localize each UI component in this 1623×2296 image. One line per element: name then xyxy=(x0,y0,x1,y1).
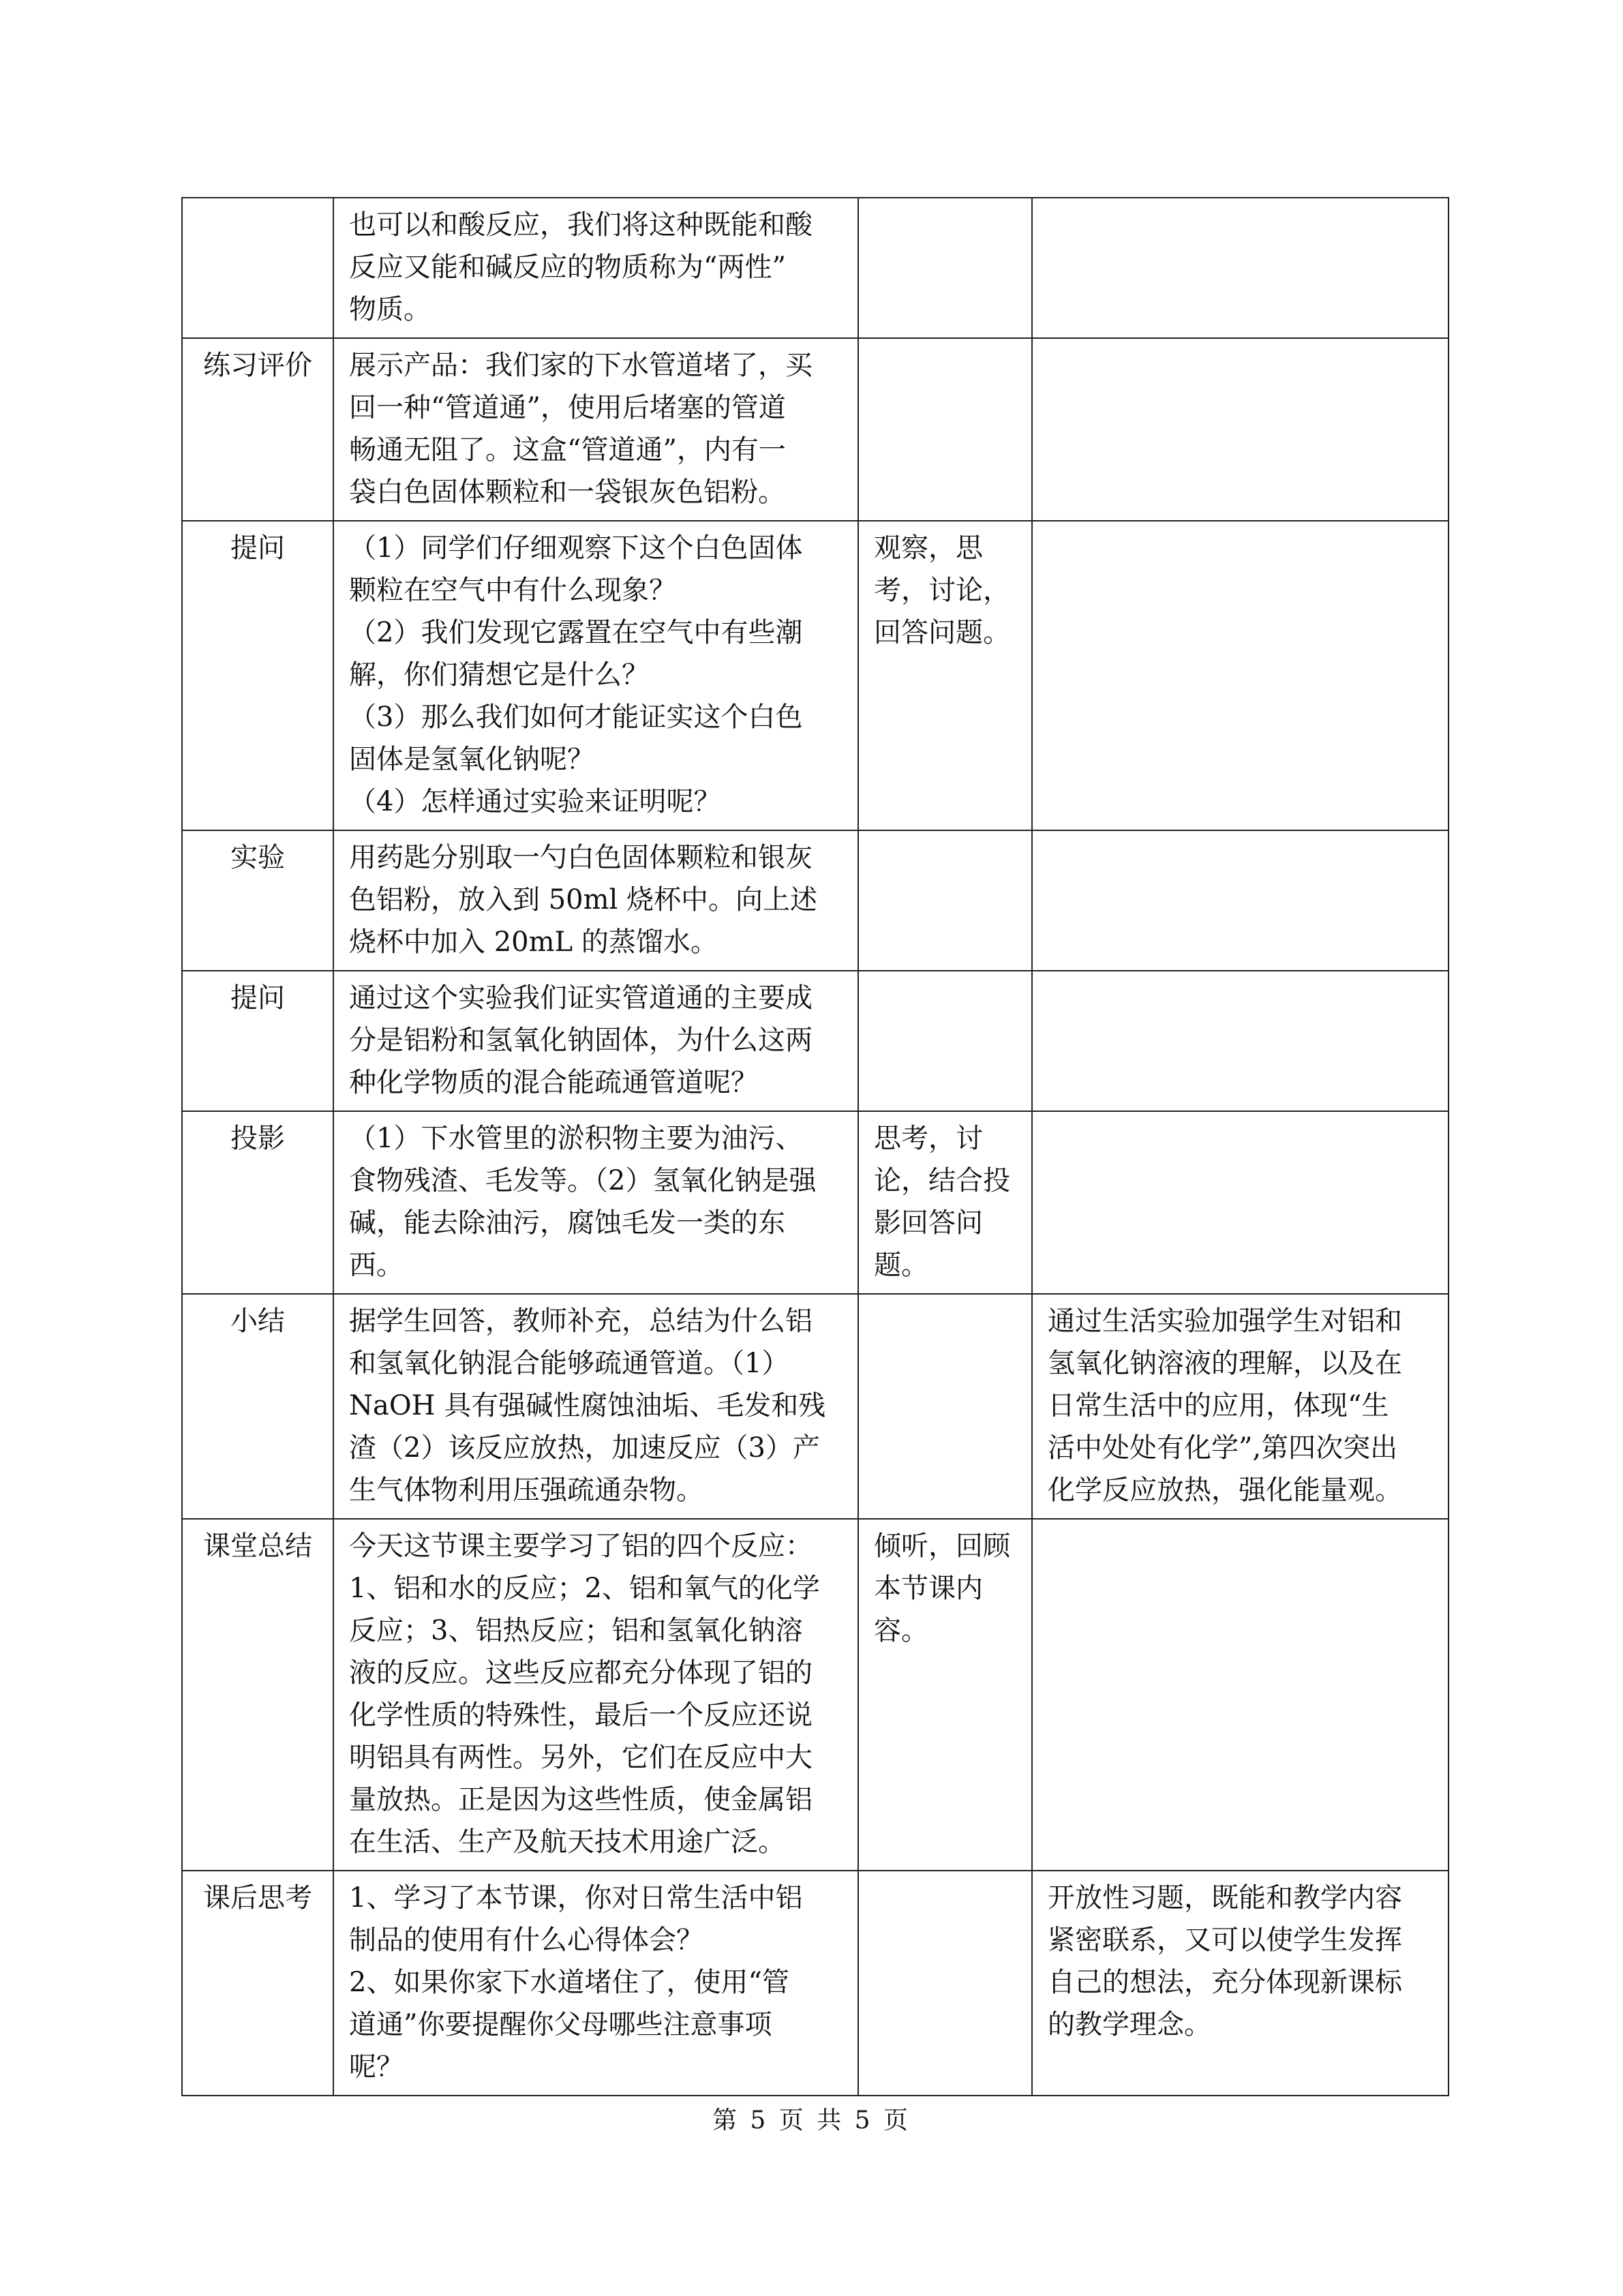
table-row xyxy=(182,830,1448,971)
page-footer: 第 5 页 共 5 页 xyxy=(712,2106,911,2134)
cell-text-line: 开放性习题，既能和教学内容 xyxy=(1048,1882,1402,1914)
table-row xyxy=(182,1871,1448,2096)
cell-text-line: 物质。 xyxy=(349,294,431,325)
cell-text-line: 也可以和酸反应，我们将这种既能和酸 xyxy=(349,209,813,241)
lesson-plan-table xyxy=(181,197,1449,2096)
cell-text-line: 展示产品：我们家的下水管道堵了，买 xyxy=(349,350,813,381)
cell-text-line: 回一种“管道通”，使用后堵塞的管道 xyxy=(349,392,786,423)
teacher-activity-cell xyxy=(333,971,858,1111)
cell-text-line: 道通”你要提醒你父母哪些注意事项 xyxy=(349,2009,772,2040)
stage-cell xyxy=(182,198,333,338)
cell-text-line: 紧密联系，又可以使学生发挥 xyxy=(1048,1924,1402,1956)
table-row xyxy=(182,521,1448,830)
stage-cell: 练习评价 xyxy=(182,338,333,521)
cell-text-line: 畅通无阻了。这盒“管道通”，内有一 xyxy=(349,434,786,466)
student-activity-cell xyxy=(858,1871,1032,2096)
cell-text-line: 据学生回答，教师补充，总结为什么铝 xyxy=(349,1305,813,1337)
cell-text-line: 量放热。正是因为这些性质，使金属铝 xyxy=(349,1784,813,1815)
cell-text-line: 袋白色固体颗粒和一袋银灰色铝粉。 xyxy=(349,477,785,508)
stage-cell: 提问 xyxy=(182,971,333,1111)
cell-text-line: 色铝粉，放入到 50ml 烧杯中。向上述 xyxy=(349,884,818,916)
cell-text-line: 用药匙分别取一勺白色固体颗粒和银灰 xyxy=(349,842,813,873)
design-intent-cell xyxy=(1032,338,1448,521)
cell-text-line: 容。 xyxy=(874,1615,928,1646)
teacher-activity-cell xyxy=(333,1519,858,1871)
cell-text-line: 种化学物质的混合能疏通管道呢？ xyxy=(349,1067,758,1098)
table-row xyxy=(182,1519,1448,1871)
table-body xyxy=(182,198,1448,2096)
teacher-activity-cell xyxy=(333,338,858,521)
cell-text-line: 本节课内 xyxy=(874,1573,983,1604)
teacher-activity-cell xyxy=(333,830,858,971)
cell-text-line: 化学反应放热，强化能量观。 xyxy=(1048,1475,1402,1506)
cell-text-line: 1、铝和水的反应；2、铝和氧气的化学 xyxy=(349,1573,820,1604)
cell-text-line: 碱，能去除油污，腐蚀毛发一类的东 xyxy=(349,1207,785,1239)
table-row xyxy=(182,198,1448,338)
student-activity-cell xyxy=(858,521,1032,830)
cell-text-line: 考，讨论， xyxy=(874,575,1010,606)
cell-text-line: 呢？ xyxy=(349,2051,404,2083)
cell-text-line: NaOH 具有强碱性腐蚀油垢、毛发和残 xyxy=(349,1390,826,1421)
teacher-activity-cell xyxy=(333,1294,858,1519)
cell-text-line: 倾听，回顾 xyxy=(874,1530,1010,1562)
cell-text-line: 制品的使用有什么心得体会？ xyxy=(349,1924,703,1956)
teacher-activity-cell xyxy=(333,1871,858,2096)
teacher-activity-cell xyxy=(333,521,858,830)
cell-text-line: 回答问题。 xyxy=(874,617,1010,648)
design-intent-cell xyxy=(1032,1871,1448,2096)
table-row xyxy=(182,1111,1448,1294)
student-activity-cell xyxy=(858,971,1032,1111)
cell-text-line: 液的反应。这些反应都充分体现了铝的 xyxy=(349,1657,813,1689)
cell-text-line: 日常生活中的应用，体现“生 xyxy=(1048,1390,1389,1421)
cell-text-line: 在生活、生产及航天技术用途广泛。 xyxy=(349,1826,785,1858)
cell-text-line: （1）同学们仔细观察下这个白色固体 xyxy=(349,532,803,564)
cell-text-line: 颗粒在空气中有什么现象？ xyxy=(349,575,676,606)
cell-text-line: 分是铝粉和氢氧化钠固体，为什么这两 xyxy=(349,1025,813,1056)
cell-text-line: 反应；3、铝热反应；铝和氢氧化钠溶 xyxy=(349,1615,803,1646)
cell-text-line: 食物残渣、毛发等。（2）氢氧化钠是强 xyxy=(349,1165,817,1196)
cell-text-line: 化学性质的特殊性，最后一个反应还说 xyxy=(349,1700,813,1731)
cell-text-line: 明铝具有两性。另外，它们在反应中大 xyxy=(349,1742,813,1773)
cell-text-line: 生气体物利用压强疏通杂物。 xyxy=(349,1475,703,1506)
design-intent-cell xyxy=(1032,971,1448,1111)
cell-text-line: 论，结合投 xyxy=(874,1165,1010,1196)
cell-text-line: 自己的想法，充分体现新课标 xyxy=(1048,1967,1402,1998)
student-activity-cell xyxy=(858,1111,1032,1294)
cell-text-line: （4）怎样通过实验来证明呢？ xyxy=(349,786,721,817)
stage-cell: 提问 xyxy=(182,521,333,830)
cell-text-line: 通过这个实验我们证实管道通的主要成 xyxy=(349,982,813,1014)
cell-text-line: 通过生活实验加强学生对铝和 xyxy=(1048,1305,1402,1337)
student-activity-cell xyxy=(858,1294,1032,1519)
design-intent-cell xyxy=(1032,830,1448,971)
cell-text-line: 影回答问 xyxy=(874,1207,983,1239)
design-intent-cell xyxy=(1032,1111,1448,1294)
stage-cell: 实验 xyxy=(182,830,333,971)
cell-text-line: 2、如果你家下水道堵住了，使用“管 xyxy=(349,1967,789,1998)
design-intent-cell xyxy=(1032,1294,1448,1519)
design-intent-cell xyxy=(1032,198,1448,338)
student-activity-cell xyxy=(858,338,1032,521)
cell-text-line: 观察，思 xyxy=(874,532,983,564)
design-intent-cell xyxy=(1032,1519,1448,1871)
table-row xyxy=(182,971,1448,1111)
cell-text-line: 思考，讨 xyxy=(874,1123,983,1154)
cell-text-line: 固体是氢氧化钠呢？ xyxy=(349,744,594,775)
table-row xyxy=(182,338,1448,521)
cell-text-line: 题。 xyxy=(874,1250,928,1281)
cell-text-line: （2）我们发现它露置在空气中有些潮 xyxy=(349,617,803,648)
cell-text-line: 1、学习了本节课，你对日常生活中铝 xyxy=(349,1882,803,1914)
cell-text-line: 反应又能和碱反应的物质称为“两性” xyxy=(349,252,786,283)
stage-cell: 课后思考 xyxy=(182,1871,333,2096)
stage-cell: 投影 xyxy=(182,1111,333,1294)
cell-text-line: 的教学理念。 xyxy=(1048,2009,1211,2040)
cell-text-line: 和氢氧化钠混合能够疏通管道。（1） xyxy=(349,1348,789,1379)
teacher-activity-cell xyxy=(333,1111,858,1294)
cell-text-line: 氢氧化钠溶液的理解，以及在 xyxy=(1048,1348,1402,1379)
student-activity-cell xyxy=(858,830,1032,971)
teacher-activity-cell xyxy=(333,198,858,338)
stage-cell: 课堂总结 xyxy=(182,1519,333,1871)
cell-text-line: 活中处处有化学”,第四次突出 xyxy=(1048,1432,1398,1464)
cell-text-line: 渣（2）该反应放热，加速反应（3）产 xyxy=(349,1432,820,1464)
cell-text-line: 解，你们猜想它是什么？ xyxy=(349,659,649,691)
cell-text-line: 西。 xyxy=(349,1250,404,1281)
cell-text-line: 烧杯中加入 20mL 的蒸馏水。 xyxy=(349,926,718,958)
cell-text-line: 今天这节课主要学习了铝的四个反应： xyxy=(349,1530,813,1562)
cell-text-line: （3）那么我们如何才能证实这个白色 xyxy=(349,701,803,733)
stage-cell: 小结 xyxy=(182,1294,333,1519)
cell-text-line: （1）下水管里的淤积物主要为油污、 xyxy=(349,1123,803,1154)
design-intent-cell xyxy=(1032,521,1448,830)
table-row xyxy=(182,1294,1448,1519)
student-activity-cell xyxy=(858,198,1032,338)
student-activity-cell xyxy=(858,1519,1032,1871)
